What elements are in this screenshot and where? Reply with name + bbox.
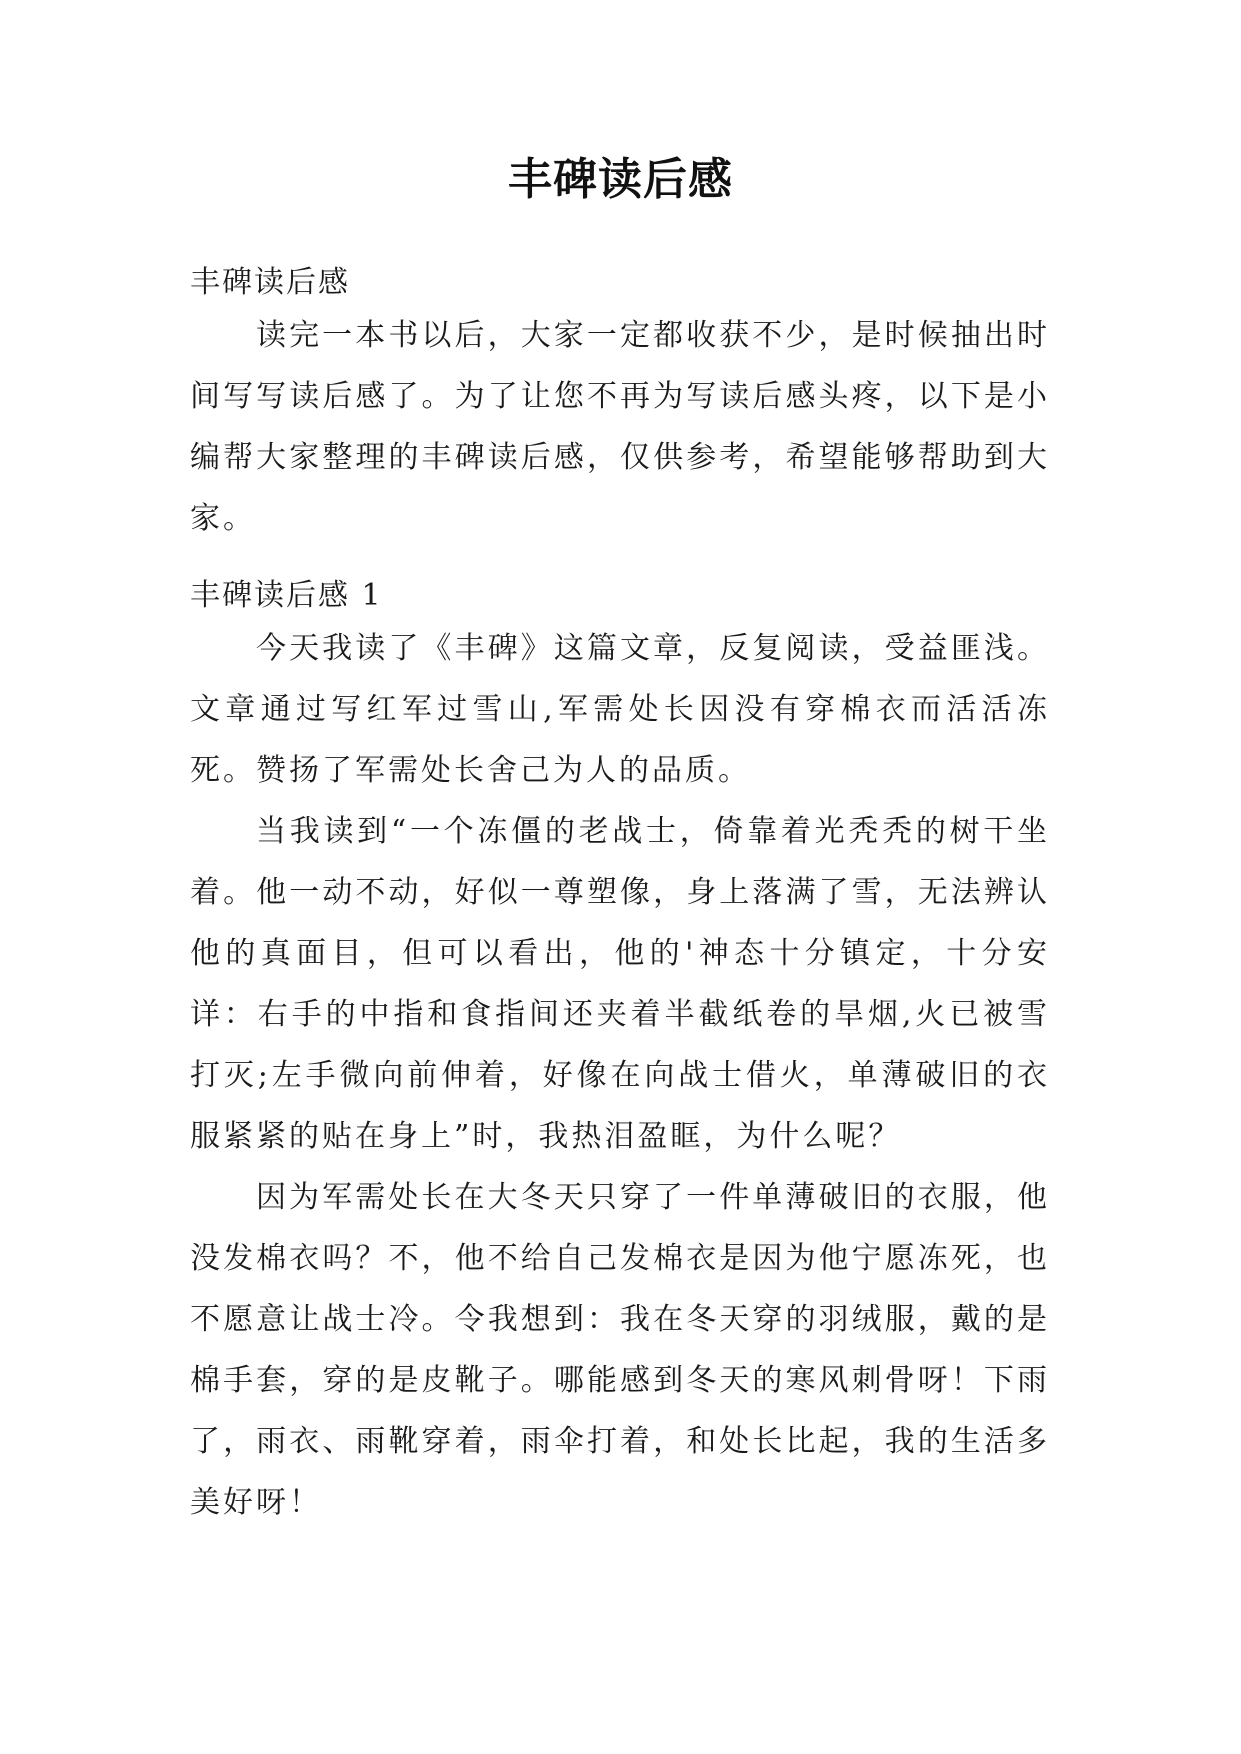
section1-paragraph-2: 当我读到“一个冻僵的老战士，倚靠着光秃秃的树干坐着。他一动不动，好似一尊塑像，身上落满了雪，无法辨认他的真面目，但可以看出，他的'神态十分镇定，十分安详：右手的中指和食指间还夹着半截纸卷的旱烟,火已被雪打灭;左手微向前伸着，好像在向战士借火，单薄破旧的衣服紧紧的贴在身上”时，我热泪盈眶，为什么呢？	[190, 814, 1050, 1154]
section1-heading: 丰碑读后感 1	[190, 578, 383, 613]
intro-paragraph: 读完一本书以后，大家一定都收获不少，是时候抽出时间写写读后感了。为了让您不再为写读后感头疼，以下是小编帮大家整理的丰碑读后感，仅供参考，希望能够帮助到大家。	[190, 318, 1050, 536]
intro-heading: 丰碑读后感	[190, 265, 350, 300]
section1-body	[190, 618, 1050, 1533]
page-title: 丰碑读后感	[508, 154, 733, 205]
intro-body	[190, 305, 1050, 549]
section1-paragraph-1: 今天我读了《丰碑》这篇文章，反复阅读，受益匪浅。文章通过写红军过雪山,军需处长因没有穿棉衣而活活冻死。赞扬了军需处长舍己为人的品质。	[190, 631, 1050, 788]
section1-paragraph-3: 因为军需处长在大冬天只穿了一件单薄破旧的衣服，他没发棉衣吗？不，他不给自己发棉衣是因为他宁愿冻死，也不愿意让战士冷。令我想到：我在冬天穿的羽绒服，戴的是棉手套，穿的是皮靴子。哪能感到冬天的寒风刺骨呀！下雨了，雨衣、雨靴穿着，雨伞打着，和处长比起，我的生活多美好呀！	[190, 1180, 1050, 1520]
